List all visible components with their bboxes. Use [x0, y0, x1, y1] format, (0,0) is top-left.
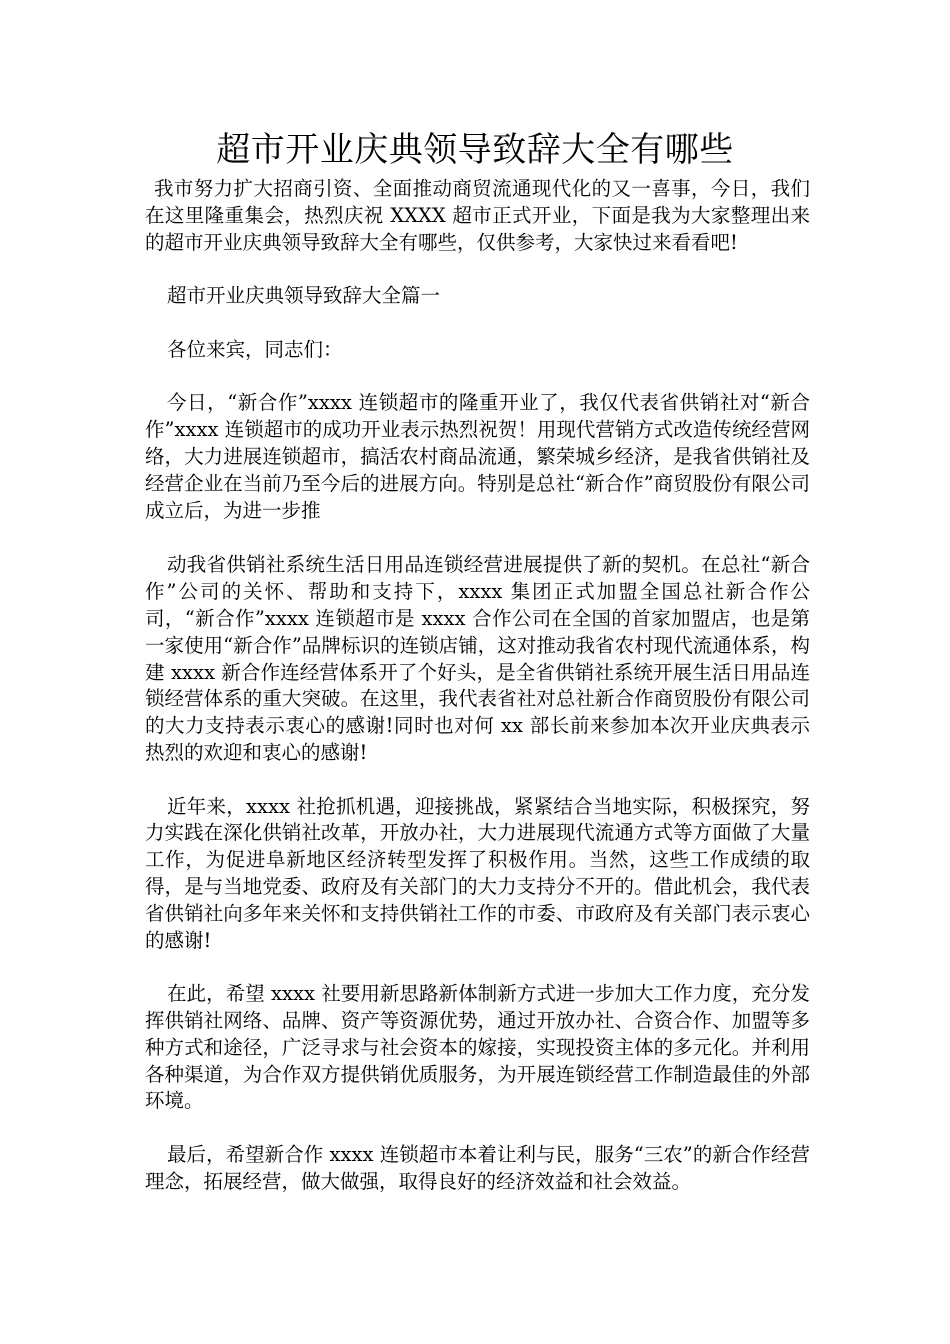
body-paragraph-4: 在此，希望 xxxx 社要用新思路新体制新方式进一步加大工作力度，充分发挥供销社网络、品牌、资产等资源优势，通过开放办社、合资合作、加盟等多种方式和途径，广泛寻求与社会资本的嫁接，实现投资主体的多元化。并利用各种渠道，为合作双方提供销优质服务，为开展连锁经营工作制造最佳的外部环境。	[145, 982, 810, 1113]
body-paragraph-1: 今日，“新合作”xxxx 连锁超市的隆重开业了，我仅代表省供销社对“新合作”xxxx 连锁超市的成功开业表示热烈祝贺！用现代营销方式改造传统经营网络，大力进展连锁超市，搞活农村商品流通，繁荣城乡经济，是我省供销社及经营企业在当前乃至今后的进展方向。特别是总社“新合作”商贸股份有限公司成立后，为进一步推	[145, 391, 810, 522]
document-title: 超市开业庆典领导致辞大全有哪些	[216, 130, 734, 170]
section-heading: 超市开业庆典领导致辞大全篇一	[167, 284, 441, 308]
body-paragraph-5: 最后，希望新合作 xxxx 连锁超市本着让利与民，服务“三农”的新合作经营理念，拓展经营，做大做强，取得良好的经济效益和社会效益。	[145, 1142, 810, 1193]
body-paragraph-3: 近年来，xxxx 社抢抓机遇，迎接挑战，紧紧结合当地实际，积极探究，努力实践在深化供销社改革，开放办社，大力进展现代流通方式等方面做了大量工作，为促进阜新地区经济转型发挥了积极作用。当然，这些工作成绩的取得，是与当地党委、政府及有关部门的大力支持分不开的。借此机会，我代表省供销社向多年来关怀和支持供销社工作的市委、市政府及有关部门表示衷心的感谢!	[145, 794, 810, 952]
salutation: 各位来宾，同志们：	[167, 337, 343, 361]
document-body	[145, 176, 810, 1195]
intro-paragraph: 我市努力扩大招商引资、全面推动商贸流通现代化的又一喜事，今日，我们在这里隆重集会，热烈庆祝 XXXX 超市正式开业，下面是我为大家整理出来的超市开业庆典领导致辞大全有哪些，仅供参考，大家快过来看看吧!	[145, 177, 810, 254]
body-paragraph-2: 动我省供销社系统生活日用品连锁经营进展提供了新的契机。在总社“新合作”公司的关怀、帮助和支持下，xxxx 集团正式加盟全国总社新合作公司，“新合作”xxxx 连锁超市是 xxxx 合作公司在全国的首家加盟店，也是第一家使用“新合作”品牌标识的连锁店铺，这对推动我省农村现代流通体系，构建 xxxx 新合作连经营体系开了个好头，是全省供销社系统开展生活日用品连锁经营体系的重大突破。在这里，我代表省社对总社新合作商贸股份有限公司的大力支持表示衷心的感谢!同时也对何 xx 部长前来参加本次开业庆典表示热烈的欢迎和衷心的感谢!	[145, 553, 810, 764]
